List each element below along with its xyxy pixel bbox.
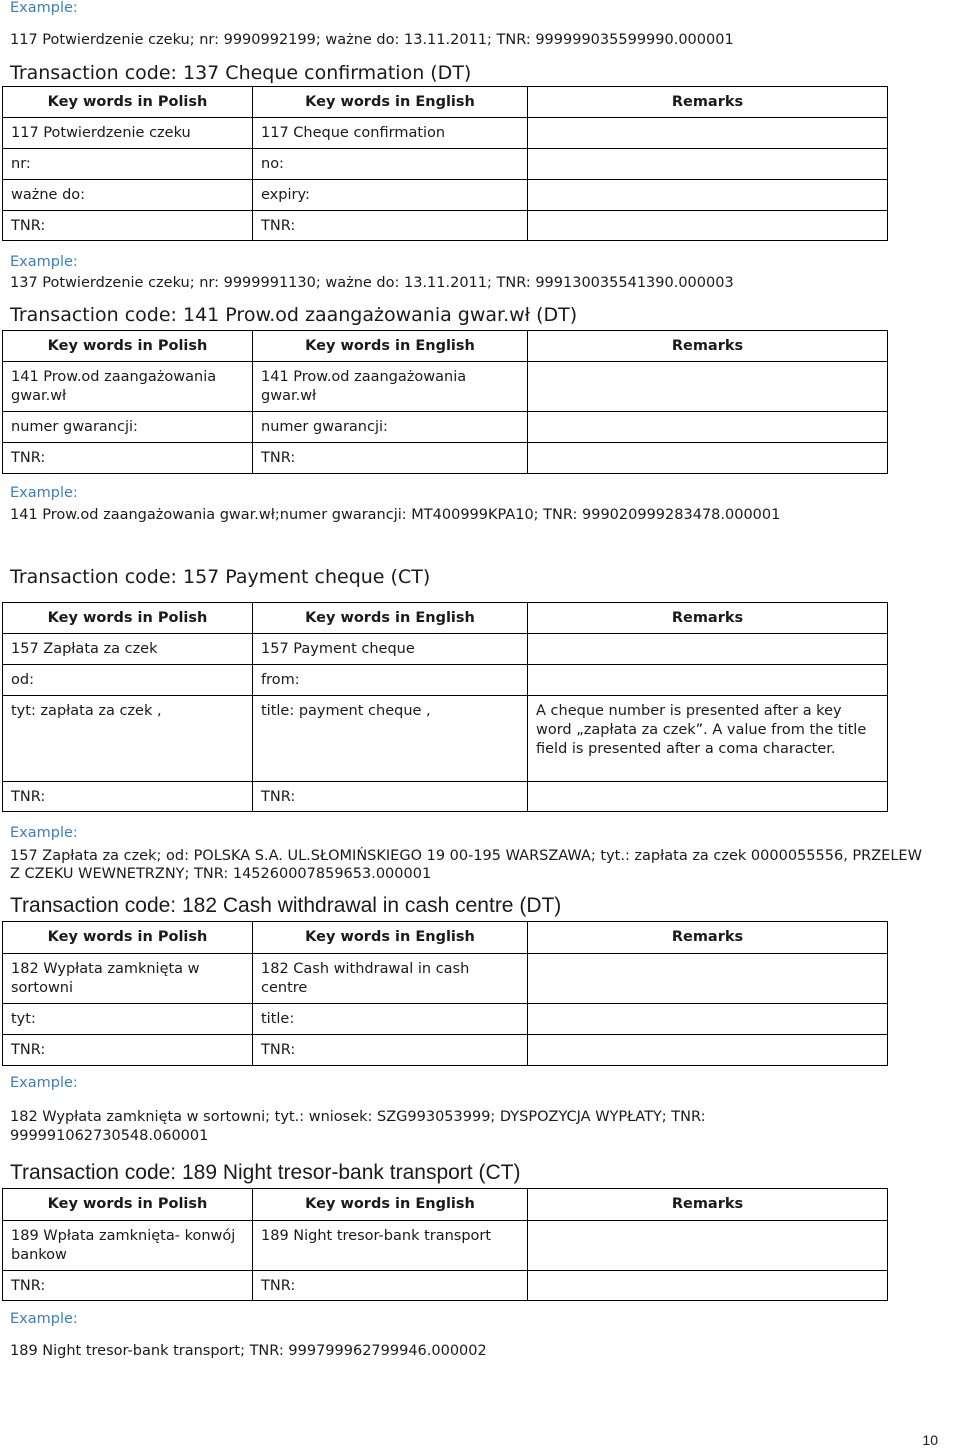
cell-english: numer gwarancji: xyxy=(253,412,528,443)
cell-remarks xyxy=(528,954,888,1004)
header-english: Key words in English xyxy=(253,1189,528,1221)
cell-remarks xyxy=(528,412,888,443)
example-text: 182 Wypłata zamknięta w sortowni; tyt.: wniosek: SZG993053999; DYSPOZYCJA WYPŁATY; TNR: 999991062730548.060001 xyxy=(10,1109,706,1144)
section-title: Transaction code: 189 Night tresor-bank transport (CT) xyxy=(10,1161,521,1184)
example-label: Example: xyxy=(10,0,78,16)
cell-polish: tyt: xyxy=(3,1004,253,1035)
section-title: Transaction code: 182 Cash withdrawal in cash centre (DT) xyxy=(10,894,562,917)
header-remarks: Remarks xyxy=(528,603,888,634)
example-text: 117 Potwierdzenie czeku; nr: 9990992199; ważne do: 13.11.2011; TNR: 999999035599990.000001 xyxy=(10,32,734,48)
header-polish: Key words in Polish xyxy=(3,603,253,634)
cell-english: 157 Payment cheque xyxy=(253,634,528,665)
header-polish: Key words in Polish xyxy=(3,922,253,954)
cell-english: TNR: xyxy=(253,443,528,474)
cell-remarks xyxy=(528,782,888,812)
cell-remarks xyxy=(528,118,888,149)
section-title: Transaction code: 157 Payment cheque (CT) xyxy=(10,566,431,588)
cell-english: TNR: xyxy=(253,1035,528,1066)
header-polish: Key words in Polish xyxy=(3,331,253,362)
header-english: Key words in English xyxy=(253,331,528,362)
header-remarks: Remarks xyxy=(528,922,888,954)
cell-english: expiry: xyxy=(253,180,528,211)
keywords-table xyxy=(2,86,888,241)
header-remarks: Remarks xyxy=(528,87,888,118)
cell-polish: 117 Potwierdzenie czeku xyxy=(3,118,253,149)
header-english: Key words in English xyxy=(253,922,528,954)
example-text: 141 Prow.od zaangażowania gwar.wł;numer gwarancji: MT400999KPA10; TNR: 999020999283478.000001 xyxy=(10,507,781,523)
header-english: Key words in English xyxy=(253,603,528,634)
cell-remarks xyxy=(528,362,888,412)
cell-remarks xyxy=(528,1035,888,1066)
cell-polish: tyt: zapłata za czek , xyxy=(3,696,253,782)
header-polish: Key words in Polish xyxy=(3,1189,253,1221)
cell-polish: nr: xyxy=(3,149,253,180)
cell-polish: 157 Zapłata za czek xyxy=(3,634,253,665)
keywords-table xyxy=(2,602,888,812)
keywords-table xyxy=(2,1188,888,1301)
cell-polish: TNR: xyxy=(3,1035,253,1066)
example-label: Example: xyxy=(10,1075,78,1091)
example-text: 189 Night tresor-bank transport; TNR: 999799962799946.000002 xyxy=(10,1343,487,1359)
example-text: 137 Potwierdzenie czeku; nr: 9999991130; ważne do: 13.11.2011; TNR: 999130035541390.000003 xyxy=(10,275,734,291)
header-remarks: Remarks xyxy=(528,1189,888,1221)
cell-english: TNR: xyxy=(253,782,528,812)
cell-english: title: payment cheque , xyxy=(253,696,528,782)
cell-polish: 141 Prow.od zaangażowania gwar.wł xyxy=(3,362,253,412)
example-label: Example: xyxy=(10,254,78,270)
cell-remarks xyxy=(528,211,888,241)
header-polish: Key words in Polish xyxy=(3,87,253,118)
cell-polish: TNR: xyxy=(3,211,253,241)
header-remarks: Remarks xyxy=(528,331,888,362)
cell-english: no: xyxy=(253,149,528,180)
page-number: 10 xyxy=(922,1432,938,1448)
cell-english: from: xyxy=(253,665,528,696)
cell-remarks: A cheque number is presented after a key word „zapłata za czek”. A value from the title field is presented after a coma character. xyxy=(528,696,888,782)
cell-english: 189 Night tresor-bank transport xyxy=(253,1221,528,1271)
cell-english: 117 Cheque confirmation xyxy=(253,118,528,149)
cell-remarks xyxy=(528,634,888,665)
cell-remarks xyxy=(528,149,888,180)
example-label: Example: xyxy=(10,825,78,841)
cell-polish: numer gwarancji: xyxy=(3,412,253,443)
cell-english: 182 Cash withdrawal in cash centre xyxy=(253,954,528,1004)
cell-english: TNR: xyxy=(253,211,528,241)
example-text: 157 Zapłata za czek; od: POLSKA S.A. UL.SŁOMIŃSKIEGO 19 00-195 WARSZAWA; tyt.: zapłata za czek 0000055556, PRZELEW Z CZEKU WEWNETRZNY; TNR: 145260007859653.000001 xyxy=(10,848,922,882)
cell-polish: od: xyxy=(3,665,253,696)
cell-polish: 182 Wypłata zamknięta w sortowni xyxy=(3,954,253,1004)
section-title: Transaction code: 141 Prow.od zaangażowania gwar.wł (DT) xyxy=(10,304,578,326)
cell-english: 141 Prow.od zaangażowania gwar.wł xyxy=(253,362,528,412)
cell-remarks xyxy=(528,665,888,696)
keywords-table xyxy=(2,921,888,1066)
cell-remarks xyxy=(528,1221,888,1271)
header-english: Key words in English xyxy=(253,87,528,118)
cell-polish: ważne do: xyxy=(3,180,253,211)
cell-english: TNR: xyxy=(253,1271,528,1301)
cell-polish: TNR: xyxy=(3,782,253,812)
cell-polish: TNR: xyxy=(3,443,253,474)
cell-polish: 189 Wpłata zamknięta- konwój bankow xyxy=(3,1221,253,1271)
cell-remarks xyxy=(528,180,888,211)
cell-remarks xyxy=(528,1004,888,1035)
example-label: Example: xyxy=(10,485,78,501)
example-label: Example: xyxy=(10,1311,78,1327)
cell-remarks xyxy=(528,443,888,474)
cell-english: title: xyxy=(253,1004,528,1035)
cell-polish: TNR: xyxy=(3,1271,253,1301)
section-title: Transaction code: 137 Cheque confirmation (DT) xyxy=(10,62,472,84)
cell-remarks xyxy=(528,1271,888,1301)
keywords-table xyxy=(2,330,888,474)
